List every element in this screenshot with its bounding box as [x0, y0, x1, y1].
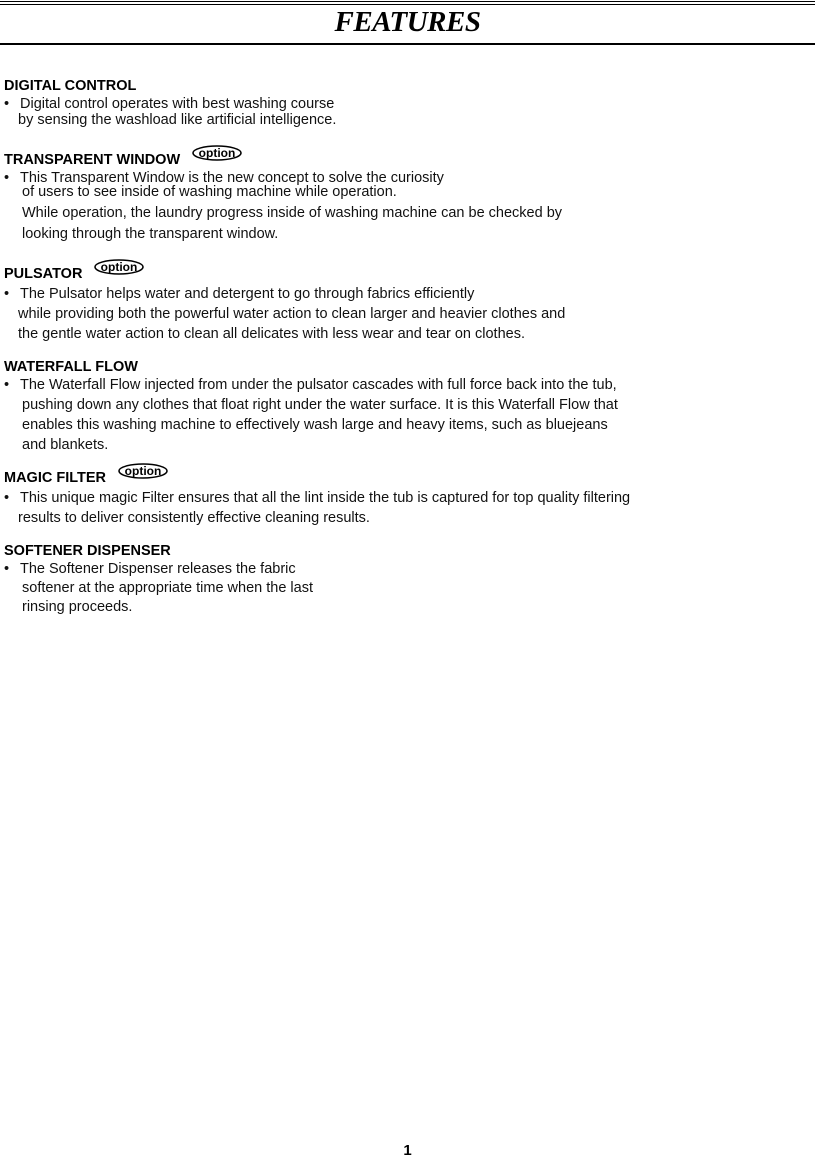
heading-text: SOFTENER DISPENSER: [4, 543, 171, 559]
body-line: while providing both the powerful water action to clean larger and heavier clothes and: [18, 306, 566, 322]
section-pulsator: [4, 260, 804, 343]
page-number: 1: [403, 1142, 412, 1159]
body-line: • This unique magic Filter ensures that all the lint inside the tub is captured for top quality filtering: [4, 490, 631, 506]
body-line: softener at the appropriate time when the last: [22, 580, 313, 596]
heading-text: DIGITAL CONTROL: [4, 78, 137, 94]
body-line: and blankets.: [22, 437, 109, 453]
section-waterfall-flow: [4, 358, 804, 454]
heading-text: WATERFALL FLOW: [4, 359, 138, 375]
title-underline: [0, 43, 815, 45]
bullet-icon: •: [4, 490, 10, 506]
section-heading: [4, 260, 804, 283]
section-heading: [4, 146, 804, 169]
body-line: • Digital control operates with best washing course: [4, 96, 335, 112]
bullet-icon: •: [4, 561, 10, 577]
body-line: • The Waterfall Flow injected from under the pulsator cascades with full force back into the tub,: [4, 377, 617, 393]
body-line: looking through the transparent window.: [22, 226, 279, 242]
option-badge-icon: [118, 463, 168, 479]
option-badge-label: option: [124, 464, 162, 478]
option-badge-icon: [192, 145, 242, 161]
heading-text: MAGIC FILTER: [4, 470, 107, 486]
bullet-icon: •: [4, 377, 10, 393]
heading-text: PULSATOR: [4, 266, 83, 282]
option-badge-icon: [94, 259, 144, 275]
option-badge-label: option: [101, 260, 138, 274]
body-line: rinsing proceeds.: [22, 599, 133, 615]
top-rule: [0, 1, 815, 2]
body-line: of users to see inside of washing machine while operation.: [22, 184, 397, 200]
body-line: results to deliver consistently effective cleaning results.: [18, 510, 370, 526]
body-line: • The Softener Dispenser releases the fabric: [4, 561, 296, 577]
top-rule-inner: [0, 4, 815, 5]
bullet-icon: •: [4, 170, 10, 186]
section-heading: [4, 542, 804, 560]
option-badge-label: option: [198, 146, 236, 160]
bullet-icon: •: [4, 286, 10, 302]
page-title: FEATURES: [334, 6, 481, 38]
body-line: by sensing the washload like artificial intelligence.: [18, 112, 337, 128]
section-heading: [4, 358, 804, 376]
body-line: pushing down any clothes that float right under the water surface. It is this Waterfall Flow that: [22, 397, 618, 413]
section-transparent-window: [4, 146, 804, 243]
body-line: the gentle water action to clean all delicates with less wear and tear on clothes.: [18, 326, 525, 342]
body-line: enables this washing machine to effectively wash large and heavy items, such as bluejeans: [22, 417, 608, 433]
section-heading: [4, 464, 804, 487]
section-digital-control: [4, 77, 804, 129]
body-line: • The Pulsator helps water and detergent to go through fabrics efficiently: [4, 286, 475, 302]
body-line: While operation, the laundry progress inside of washing machine can be checked by: [22, 205, 563, 221]
body-line: • This Transparent Window is the new concept to solve the curiosity: [4, 170, 444, 186]
heading-text: TRANSPARENT WINDOW: [4, 152, 181, 168]
section-softener-dispenser: [4, 542, 804, 616]
section-heading: [4, 77, 804, 95]
section-magic-filter: [4, 464, 804, 527]
bullet-icon: •: [4, 96, 10, 112]
